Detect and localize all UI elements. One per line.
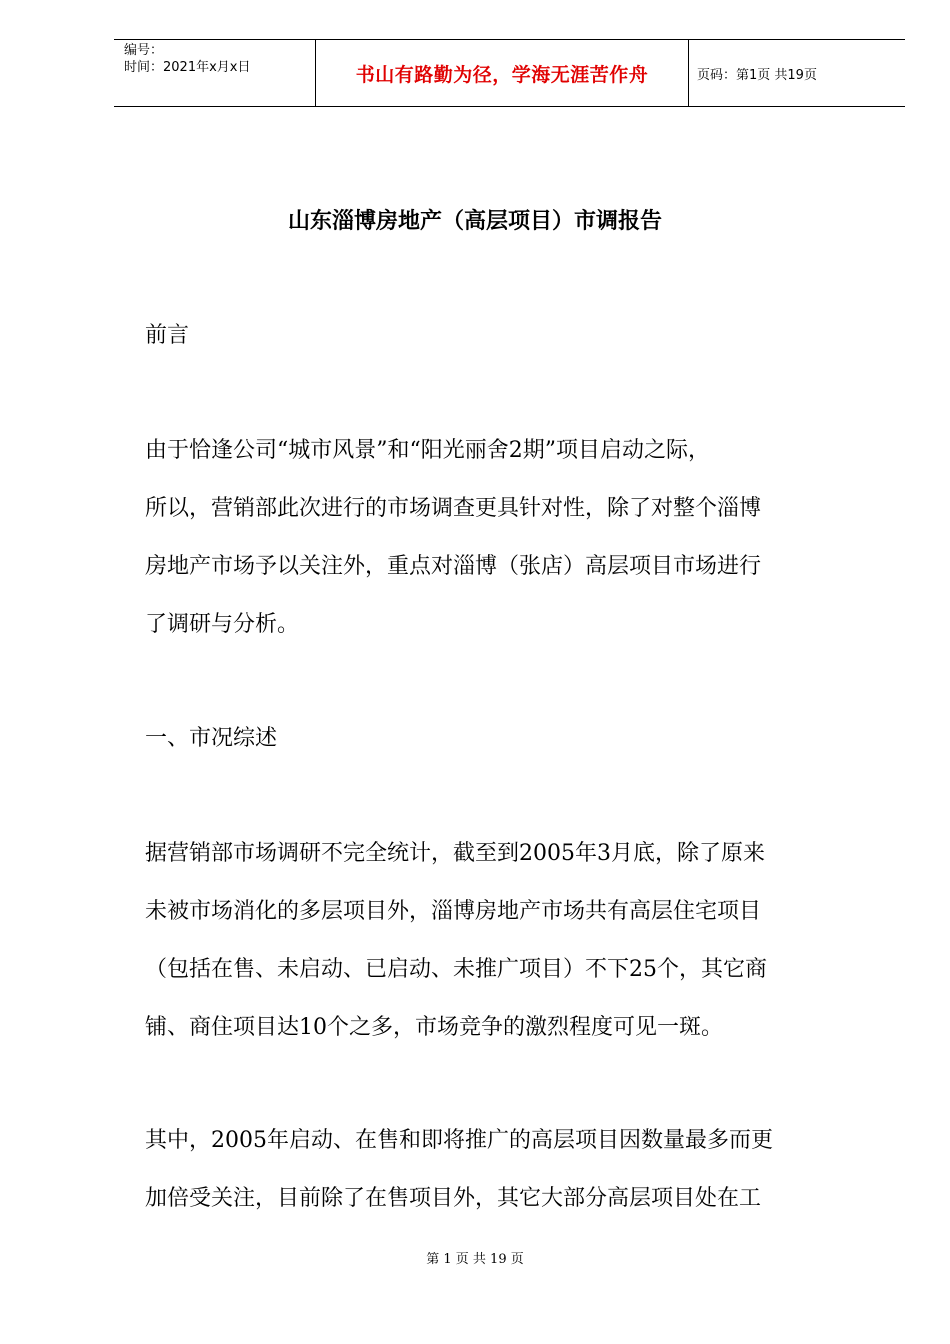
header-meta-cell xyxy=(114,40,316,106)
page-header xyxy=(114,39,905,107)
paragraph-line: 其中，2005年启动、在售和即将推广的高层项目因数量最多而更 xyxy=(145,1128,773,1153)
paragraph-line: 所以，营销部此次进行的市场调查更具针对性，除了对整个淄博 xyxy=(145,496,762,521)
paragraph-line: （包括在售、未启动、已启动、未推广项目）不下25个，其它商 xyxy=(145,957,767,982)
paragraph-line: 房地产市场予以关注外，重点对淄博（张店）高层项目市场进行 xyxy=(145,554,762,579)
preface-heading: 前言 xyxy=(145,323,190,348)
paragraph-line: 据营销部市场调研不完全统计，截至到2005年3月底，除了原来 xyxy=(145,841,765,866)
paragraph-line: 了调研与分析。 xyxy=(145,612,300,637)
paragraph-line: 由于恰逢公司“城市风景”和“阳光丽舍2期”项目启动之际， xyxy=(145,438,710,463)
header-page-info: 页码：第1页 共19页 xyxy=(697,67,817,83)
section-paragraph xyxy=(145,1112,875,1228)
document-title: 山东淄博房地产（高层项目）市调报告 xyxy=(287,208,662,234)
preface-paragraph xyxy=(145,422,875,654)
paragraph-line: 加倍受关注，目前除了在售项目外，其它大部分高层项目处在工 xyxy=(145,1186,762,1211)
document-number-label: 编号： xyxy=(124,43,164,58)
header-page-cell xyxy=(689,40,905,106)
section-paragraph xyxy=(145,825,875,1057)
section-heading: 一、市况综述 xyxy=(145,726,278,751)
header-motto: 书山有路勤为径，学海无涯苦作舟 xyxy=(355,63,649,86)
page-footer: 第 1 页 共 19 页 xyxy=(426,1252,524,1267)
header-motto-cell xyxy=(316,40,689,106)
document-time-label: 时间：2021年x月x日 xyxy=(124,60,251,75)
paragraph-line: 未被市场消化的多层项目外，淄博房地产市场共有高层住宅项目 xyxy=(145,899,762,924)
paragraph-line: 铺、商住项目达10个之多，市场竞争的激烈程度可见一斑。 xyxy=(145,1015,723,1040)
